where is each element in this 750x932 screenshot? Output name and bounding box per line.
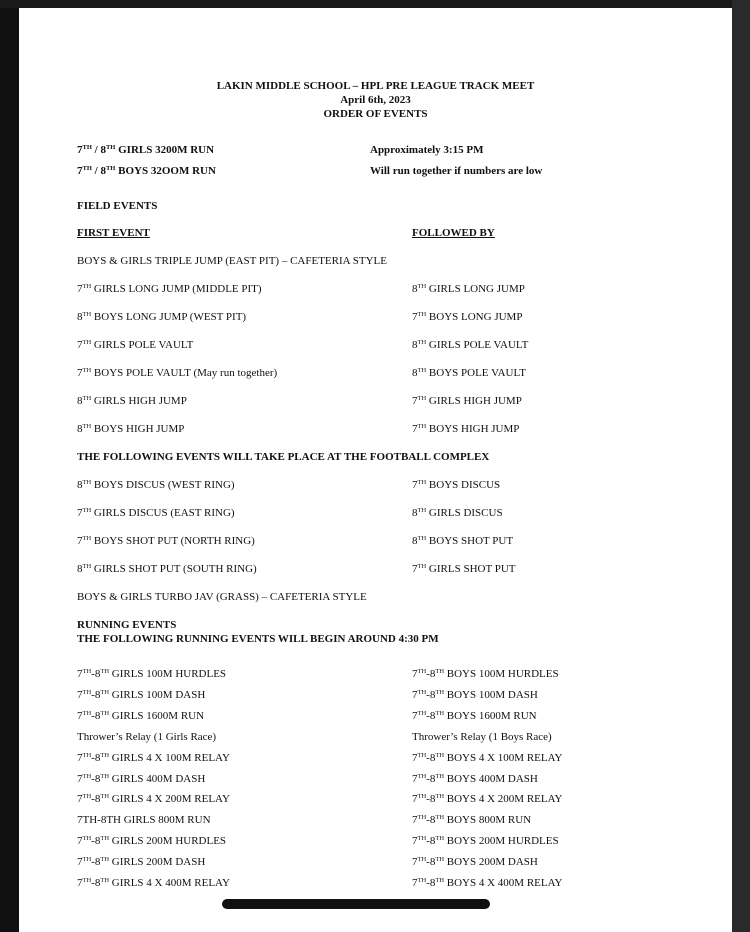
event-name: GIRLS SHOT PUT [426,563,516,575]
grade: 7 [77,283,83,295]
followed-by-heading: FOLLOWED BY [412,227,495,239]
run-together-note: Will run together if numbers are low [370,165,543,177]
followed-by-event [412,535,513,548]
event-name: GIRLS 4 X 200M RELAY [109,793,230,806]
girls-running-event [77,689,205,702]
grade: -8 [91,688,101,701]
grade: 7 [77,835,83,848]
event-name: GIRLS 1600M RUN [109,709,205,722]
event-name: GIRLS POLE VAULT [426,339,529,351]
event-name: BOYS POLE VAULT [426,367,526,379]
grade-suffix: TH [417,283,427,290]
grade: 7 [77,793,83,806]
grade: -8 [426,668,436,680]
followed-by-event [412,367,526,380]
grade: -8 [91,877,101,889]
grade-suffix: TH [82,751,92,759]
boys-running-event [412,731,552,744]
grade: -8 [426,772,436,785]
grade-suffix: TH [82,311,92,318]
followed-by-event [412,563,516,576]
girls-running-event [77,710,204,723]
grade: 8 [412,507,418,519]
start-time: Approximately 3:15 PM [370,144,484,156]
grade: -8 [91,772,101,785]
first-event [77,339,193,352]
boys-running-event [412,814,531,827]
grade-suffix: TH [435,793,445,801]
girls-running-event [77,668,226,681]
followed-by-event [412,339,528,352]
event-name: BOYS 4 X 100M RELAY [444,751,563,764]
girls-running-event [77,793,230,806]
document-page [19,8,732,932]
grade: 7 [412,395,418,407]
event-name: GIRLS 200M HURDLES [109,835,227,848]
grade: 7 [77,367,83,379]
grade: 7 [412,311,418,323]
boys-running-event [412,856,538,869]
grade-suffix: TH [82,423,92,430]
event-name: BOYS 1600M RUN [444,709,537,722]
football-complex-heading: THE FOLLOWING EVENTS WILL TAKE PLACE AT THE FOOTBALL COMPLEX [77,451,490,463]
grade: 8 [77,479,83,491]
grade-suffix: TH [82,395,92,402]
girls-running-event [77,856,205,869]
home-indicator[interactable] [222,899,490,909]
boys-running-event [412,773,538,786]
grade-suffix: TH [82,688,92,696]
grade-suffix: TH [82,835,92,843]
followed-by-event [412,479,500,492]
event-name: BOYS 4 X 400M RELAY [444,877,563,889]
grade: 8 [77,563,83,575]
boys-running-event [412,835,559,848]
event-name: GIRLS DISCUS (EAST RING) [91,507,235,519]
grade-suffix: TH [105,165,116,172]
grade-suffix: TH [82,367,92,374]
grade: -8 [426,856,436,869]
grade: 8 [77,395,83,407]
grade-suffix: TH [82,709,92,717]
event-name: Thrower’s Relay (1 Girls Race) [77,730,217,743]
grade-suffix: TH [82,772,92,780]
grade-suffix: TH [417,751,427,759]
event-name: GIRLS LONG JUMP [426,283,525,295]
first-event [77,507,235,520]
grade-suffix: TH [82,339,92,346]
grade: 8 [412,283,418,295]
event-name: BOYS SHOT PUT [426,535,514,547]
grade-suffix: TH [417,507,427,514]
girls-running-event [77,773,205,786]
event-name: BOYS LONG JUMP (WEST PIT) [91,311,247,323]
grade-suffix: TH [82,165,92,172]
grade: 7 [412,688,418,701]
grade-suffix: TH [435,835,445,843]
grade: 7 [412,856,418,869]
grade: -8 [91,793,101,806]
grade-suffix: TH [100,835,110,843]
grade-suffix: TH [417,668,427,675]
boys-running-event [412,689,538,702]
girls-running-event [77,731,216,744]
grade-suffix: TH [100,793,110,801]
grade-suffix: TH [417,563,427,570]
grade-suffix: TH [100,772,110,780]
event-name: GIRLS 400M DASH [109,772,206,785]
right-screen-edge [732,0,750,932]
grade: -8 [91,856,101,869]
followed-by-event [412,395,522,408]
grade: 7 [412,479,418,491]
event-name: BOYS HIGH JUMP [426,423,520,435]
boys-running-event [412,668,559,681]
grade-suffix: TH [82,856,92,864]
grade-suffix: TH [82,479,92,486]
event-name: GIRLS 100M DASH [109,688,206,701]
grade-suffix: TH [82,563,92,570]
event-name: BOYS 800M RUN [444,814,532,827]
grade: -8 [426,814,436,827]
grade: 7 [77,751,83,764]
grade: 7 [77,535,83,547]
grade-suffix: TH [435,877,445,884]
first-event [77,535,255,548]
event-name: BOYS HIGH JUMP [91,423,185,435]
grade-suffix: TH [417,339,427,346]
field-events-heading: FIELD EVENTS [77,200,158,212]
grade: 8 [77,423,83,435]
followed-by-event [412,507,503,520]
grade: 7 [77,339,83,351]
grade: 7 [412,709,418,722]
top-screen-edge [0,0,750,8]
grade-suffix: TH [82,535,92,542]
event-name: GIRLS 3200M RUN [115,144,215,156]
running-events-heading: RUNNING EVENTS [77,619,177,631]
grade-suffix: TH [82,668,92,675]
separator: / [91,165,101,177]
grade-suffix: TH [435,772,445,780]
first-event-heading: FIRST EVENT [77,227,150,239]
grade: 8 [412,367,418,379]
boys-3200m-event [77,165,216,178]
boys-running-event [412,793,563,806]
event-name: 7TH-8TH GIRLS 800M RUN [77,814,211,827]
girls-3200m-event [77,144,214,157]
boys-running-event [412,877,563,890]
event-name: BOYS POLE VAULT (May run together) [91,367,278,379]
grade-suffix: TH [100,877,110,884]
boys-running-event [412,710,537,723]
followed-by-event [412,283,525,296]
grade: 8 [100,165,106,177]
event-name: BOYS 100M HURDLES [444,668,559,680]
grade: 7 [77,877,83,889]
grade: 7 [77,144,83,156]
grade: 7 [412,563,418,575]
document-content [19,8,732,932]
grade-suffix: TH [435,856,445,864]
event-name: BOYS LONG JUMP [426,311,523,323]
grade: 7 [77,772,83,785]
grade: -8 [426,877,436,889]
grade: 8 [412,535,418,547]
grade: 7 [412,877,418,889]
grade-suffix: TH [417,535,427,542]
grade-suffix: TH [100,668,110,675]
first-event [77,311,246,324]
event-name: GIRLS HIGH JUMP [426,395,522,407]
grade-suffix: TH [82,507,92,514]
grade: 7 [77,507,83,519]
grade: -8 [91,835,101,848]
grade-suffix: TH [417,772,427,780]
grade: 7 [412,772,418,785]
grade: 7 [77,688,83,701]
event-name: BOYS DISCUS [426,479,501,491]
grade-suffix: TH [417,793,427,801]
grade-suffix: TH [435,688,445,696]
grade-suffix: TH [417,709,427,717]
grade: 8 [412,339,418,351]
grade-suffix: TH [105,144,116,151]
girls-running-event [77,814,211,827]
grade: 8 [100,144,106,156]
grade: -8 [426,751,436,764]
event-name: Thrower’s Relay (1 Boys Race) [412,730,552,743]
grade: 7 [412,814,418,827]
grade-suffix: TH [417,877,427,884]
running-events-subheading: THE FOLLOWING RUNNING EVENTS WILL BEGIN AROUND 4:30 PM [77,633,439,645]
girls-running-event [77,835,226,848]
event-name: GIRLS LONG JUMP (MIDDLE PIT) [91,283,262,295]
grade: 8 [77,311,83,323]
grade-suffix: TH [417,814,427,822]
first-event [77,395,187,408]
event-name: GIRLS 4 X 400M RELAY [109,877,230,889]
grade-suffix: TH [417,311,427,318]
document-subtitle: ORDER OF EVENTS [323,108,428,120]
document-title: LAKIN MIDDLE SCHOOL – HPL PRE LEAGUE TRACK MEET [216,80,535,92]
grade: 7 [77,709,83,722]
event-name: BOYS SHOT PUT (NORTH RING) [91,535,255,547]
grade-suffix: TH [100,688,110,696]
grade-suffix: TH [417,835,427,843]
separator: / [91,144,101,156]
grade-suffix: TH [417,395,427,402]
event-name: GIRLS SHOT PUT (SOUTH RING) [91,563,257,575]
girls-running-event [77,877,230,890]
grade-suffix: TH [435,668,445,675]
grade: -8 [91,668,101,680]
event-name: GIRLS 4 X 100M RELAY [109,751,230,764]
followed-by-event [412,423,519,436]
grade-suffix: TH [100,856,110,864]
grade-suffix: TH [417,367,427,374]
boys-running-event [412,752,563,765]
event-name: BOYS 400M DASH [444,772,538,785]
grade-suffix: TH [100,709,110,717]
event-name: BOYS 4 X 200M RELAY [444,793,563,806]
grade-suffix: TH [82,144,92,151]
grade-suffix: TH [417,479,427,486]
first-event [77,563,257,576]
grade-suffix: TH [82,283,92,290]
event-name: GIRLS 100M HURDLES [109,668,227,680]
turbo-jav-event: BOYS & GIRLS TURBO JAV (GRASS) – CAFETERIA STYLE [77,591,367,603]
first-event [77,479,235,492]
first-event [77,423,184,436]
grade: -8 [426,688,436,701]
grade-suffix: TH [435,814,445,822]
grade-suffix: TH [100,751,110,759]
grade: 7 [412,793,418,806]
event-name: GIRLS POLE VAULT [91,339,194,351]
grade-suffix: TH [417,423,427,430]
event-name: BOYS DISCUS (WEST RING) [91,479,235,491]
grade: -8 [91,709,101,722]
grade: 7 [77,856,83,869]
event-name: BOYS 200M HURDLES [444,835,559,848]
event-name: BOYS 100M DASH [444,688,538,701]
grade: -8 [426,793,436,806]
grade-suffix: TH [82,877,92,884]
first-event [77,367,277,380]
grade: -8 [91,751,101,764]
grade: 7 [412,668,418,680]
grade: -8 [426,709,436,722]
event-name: GIRLS DISCUS [426,507,503,519]
event-name: BOYS 200M DASH [444,856,538,869]
grade-suffix: TH [435,751,445,759]
event-name: GIRLS 200M DASH [109,856,206,869]
event-name: GIRLS HIGH JUMP [91,395,187,407]
grade-suffix: TH [417,856,427,864]
grade-suffix: TH [435,709,445,717]
document-date: April 6th, 2023 [340,94,411,106]
followed-by-event [412,311,522,324]
grade: 7 [77,165,83,177]
grade: 7 [412,751,418,764]
event-name: BOYS 32OOM RUN [115,165,216,177]
grade: 7 [77,668,83,680]
grade: 7 [412,835,418,848]
grade-suffix: TH [82,793,92,801]
grade-suffix: TH [417,688,427,696]
grade: -8 [426,835,436,848]
first-event [77,283,262,296]
girls-running-event [77,752,230,765]
triple-jump-event: BOYS & GIRLS TRIPLE JUMP (EAST PIT) – CAFETERIA STYLE [77,255,387,267]
grade: 7 [412,423,418,435]
